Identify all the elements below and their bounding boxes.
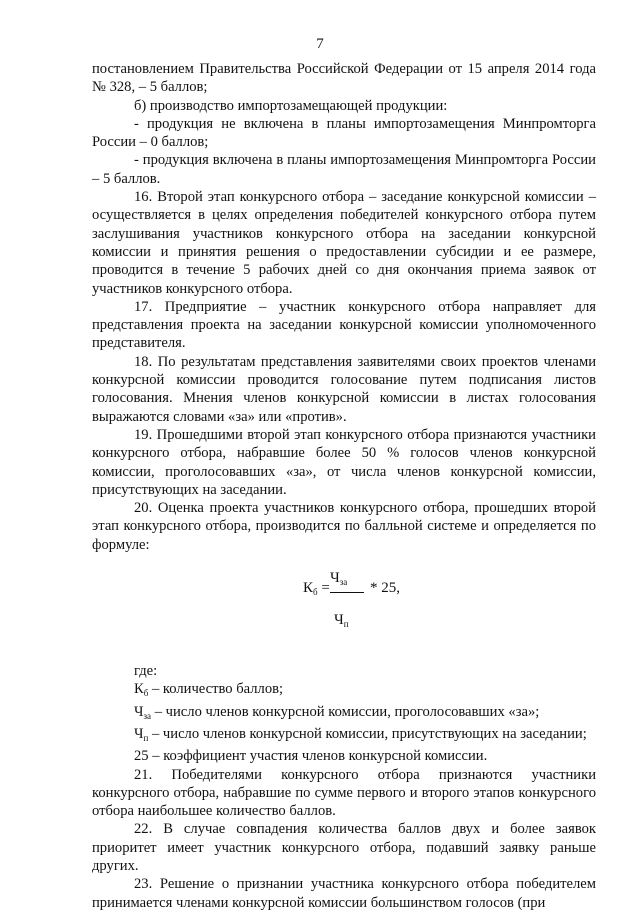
paragraphs-top: [92, 60, 596, 554]
paragraph: - продукция не включена в планы импортозамещения Минпромторга России – 0 баллов;: [92, 115, 596, 151]
definitions-list: [92, 680, 596, 747]
formula-multiplier: * 25,: [370, 580, 400, 597]
definition-item: $К_б$ – количество баллов;: [134, 681, 284, 699]
scoring-formula: [92, 562, 596, 632]
paragraph: б) производство импортозамещающей продукции:: [134, 97, 448, 114]
formula-numerator: $Ч_{за}$: [330, 570, 348, 588]
paragraph: 22. В случае совпадения количества баллов двух и более заявок приоритет имеет участник конкурсного отбора, подавший заявку раньше других.: [92, 821, 596, 874]
paragraph: постановлением Правительства Российской Федерации от 15 апреля 2014 года № 328, – 5 баллов;: [92, 61, 596, 96]
definition-item: $Ч_п$ – число членов конкурсной комиссии, присутствующих на заседании;: [134, 725, 587, 743]
paragraph: - продукция включена в планы импортозамещения Минпромторга России – 5 баллов.: [92, 152, 596, 187]
paragraph: 20. Оценка проекта участников конкурсного отбора, прошедших второй этап конкурсного отбора, производится по балльной системе и определяется по формуле:: [92, 500, 596, 553]
where-label: где:: [134, 663, 158, 680]
definition-item: $Ч_{за}$ – число членов конкурсной комиссии, проголосовавших «за»;: [134, 703, 540, 721]
formula-lhs: $К_б$ =: [303, 580, 330, 598]
fraction-bar: [330, 592, 364, 593]
formula-denominator: $Ч_п$: [334, 612, 349, 630]
paragraph: 16. Второй этап конкурсного отбора – заседание конкурсной комиссии – осуществляется в целях определения победителей конкурсного отбора путем заслушивания участников конкурсного отбора на заседании конкурсной комиссии и принятия решения о предоставлении субсидии и ее размере, проводится в течение 5 рабочих дней со дня окончания приема заявок от участников конкурсного отбора.: [92, 189, 596, 297]
paragraphs-bottom: [92, 747, 596, 912]
paragraph: 19. Прошедшими второй этап конкурсного отбора признаются участники конкурсного отбора, набравшие более 50 % голосов членов конкурсной комиссии, проголосовавших «за», от числа членов конкурсной комиссии, присутствующих на заседании.: [92, 426, 596, 498]
page-number: 7: [316, 36, 324, 52]
paragraph: 18. По результатам представления заявителями своих проектов членами конкурсной комиссии проводится голосование путем подписания листов голосования. Мнения членов конкурсной комиссии в листах голосования выражаются словами «за» или «против».: [92, 353, 596, 425]
paragraph: 25 – коэффициент участия членов конкурсной комиссии.: [134, 748, 488, 765]
paragraph: 21. Победителями конкурсного отбора признаются участники конкурсного отбора, набравшие по сумме первого и второго этапов конкурсного отбора наибольшее количество баллов.: [92, 766, 596, 820]
paragraph: 17. Предприятие – участник конкурсного отбора направляет для представления проекта на заседании конкурсной комиссии уполномоченного представителя.: [92, 298, 596, 352]
paragraph: 23. Решение о признании участника конкурсного отбора победителем принимается членами конкурсной комиссии большинством голосов (при: [92, 876, 596, 911]
document-body: [92, 60, 596, 912]
